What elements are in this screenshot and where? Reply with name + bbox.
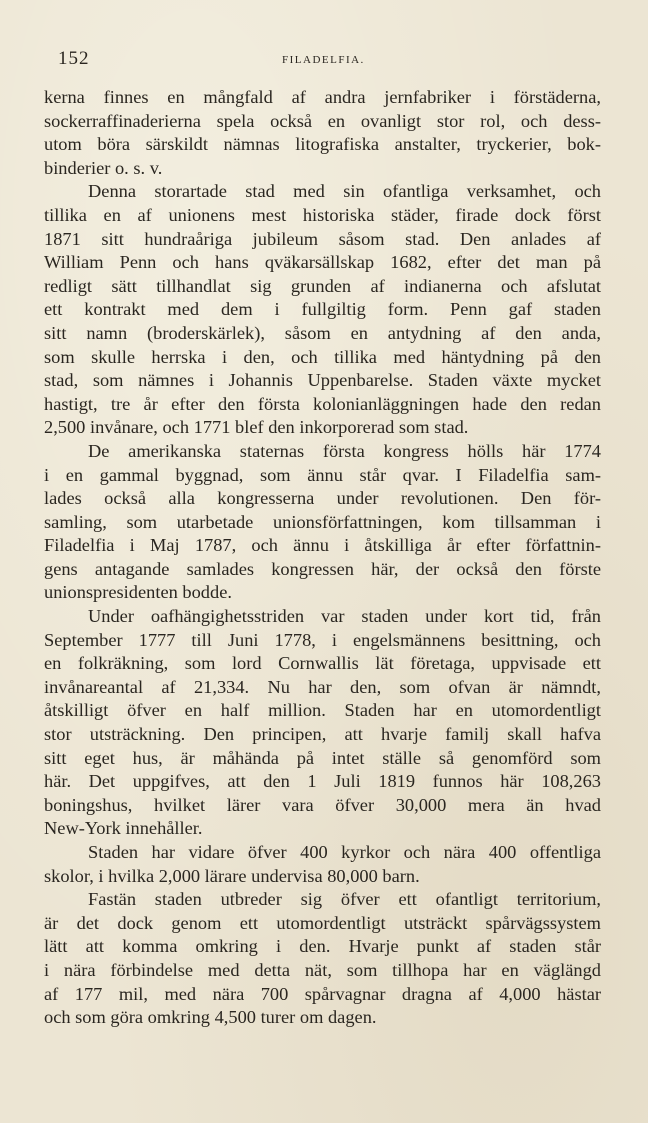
text-line: De amerikanska staternas första kongress hölls här 1774 <box>88 440 601 461</box>
text-line: September 1777 till Juni 1778, i engelsmännens besittning, och <box>44 629 601 650</box>
text-line: och som göra omkring 4,500 turer om dagen. <box>44 1007 377 1028</box>
paragraph <box>44 888 601 1030</box>
text-line: Staden har vidare öfver 400 kyrkor och nära 400 offentliga <box>88 842 601 862</box>
paragraph <box>44 605 601 841</box>
text-line: Fastän staden utbreder sig öfver ett ofantligt territorium, <box>88 889 601 910</box>
text-line: binderier o. s. v. <box>44 157 163 178</box>
text-line: som skulle herrska i den, och tillika med häntydning på den <box>44 346 601 367</box>
text-line: lätt att komma omkring i den. Hvarje punkt af staden står <box>44 936 601 957</box>
text-line: är det dock genom ett utomordentligt utsträckt spårvägssystem <box>44 912 601 933</box>
text-line: stor utsträckning. Den principen, att hvarje familj skall hafva <box>44 724 601 745</box>
text-line: stad, som nämnes i Johannis Uppenbarelse. Staden växte mycket <box>44 370 601 391</box>
text-line: hastigt, tre år efter den första kolonianläggningen hade den redan <box>44 393 601 414</box>
paragraph <box>44 180 601 440</box>
text-line: kerna finnes en mångfald af andra jernfabriker i förstäderna, <box>44 87 601 107</box>
text-line: William Penn och hans qväkarsällskap 1682, efter det man på <box>44 252 601 273</box>
text-line: samling, som utarbetade unionsförfattningen, kom tillsamman i <box>44 511 601 532</box>
text-line: Under oafhängighetsstriden var staden under kort tid, från <box>88 606 601 627</box>
text-line: 1871 sitt hundraåriga jubileum såsom stad. Den anlades af <box>44 228 601 249</box>
text-line: här. Det uppgifves, att den 1 Juli 1819 funnos här 108,263 <box>44 771 601 792</box>
text-line: boningshus, hvilket lärer vara öfver 30,000 mera än hvad <box>44 794 601 815</box>
text-line: sitt namn (broderskärlek), såsom en antydning af den anda, <box>44 322 601 343</box>
text-line: New-York innehåller. <box>44 818 203 839</box>
text-line: utom böra särskildt nämnas litografiska anstalter, tryckerier, bok- <box>44 134 601 155</box>
text-line: tillika en af unionens mest historiska städer, firade dock först <box>44 204 601 225</box>
page-number: 152 <box>58 48 90 69</box>
body-text <box>44 86 601 1030</box>
text-line: skolor, i hvilka 2,000 lärare undervisa 80,000 barn. <box>44 865 420 886</box>
text-line: sockerraffinaderierna spela också en ovanligt stor rol, och dess- <box>44 110 601 131</box>
text-line: unionspresidenten bodde. <box>44 582 232 603</box>
text-line: invånareantal af 21,334. Nu har den, som ofvan är nämndt, <box>44 676 601 697</box>
text-line: gens antagande samlades kongressen här, der också den förste <box>44 558 601 579</box>
text-line: i nära förbindelse med detta nät, som tillhopa har en väglängd <box>44 959 601 980</box>
text-line: en folkräkning, som lord Cornwallis lät företaga, uppvisade ett <box>44 653 601 674</box>
text-line: ett kontrakt med dem i fullgiltig form. Penn gaf staden <box>44 299 601 320</box>
running-title: FILADELFIA. <box>282 54 365 66</box>
text-line: af 177 mil, med nära 700 spårvagnar dragna af 4,000 hästar <box>44 983 601 1004</box>
text-line: sitt eget hus, är måhända på intet ställe så genomförd som <box>44 747 601 768</box>
text-line: åtskilligt öfver en half million. Staden har en utomordentligt <box>44 700 601 721</box>
text-line: i en gammal byggnad, som ännu står qvar. I Filadelfia sam- <box>44 464 601 485</box>
text-line: Filadelfia i Maj 1787, och ännu i åtskilliga år efter författnin- <box>44 535 601 556</box>
paragraph <box>44 86 601 180</box>
paragraph <box>44 440 601 605</box>
text-line: 2,500 invånare, och 1771 blef den inkorporerad som stad. <box>44 417 469 438</box>
page-header <box>0 48 648 72</box>
text-line: redligt sätt tillhandlat sig grunden af indianerna och afslutat <box>44 275 601 296</box>
paragraph <box>44 841 601 888</box>
text-line: Denna storartade stad med sin ofantliga verksamhet, och <box>88 181 601 202</box>
text-line: lades också alla kongresserna under revolutionen. Den för- <box>44 488 601 509</box>
